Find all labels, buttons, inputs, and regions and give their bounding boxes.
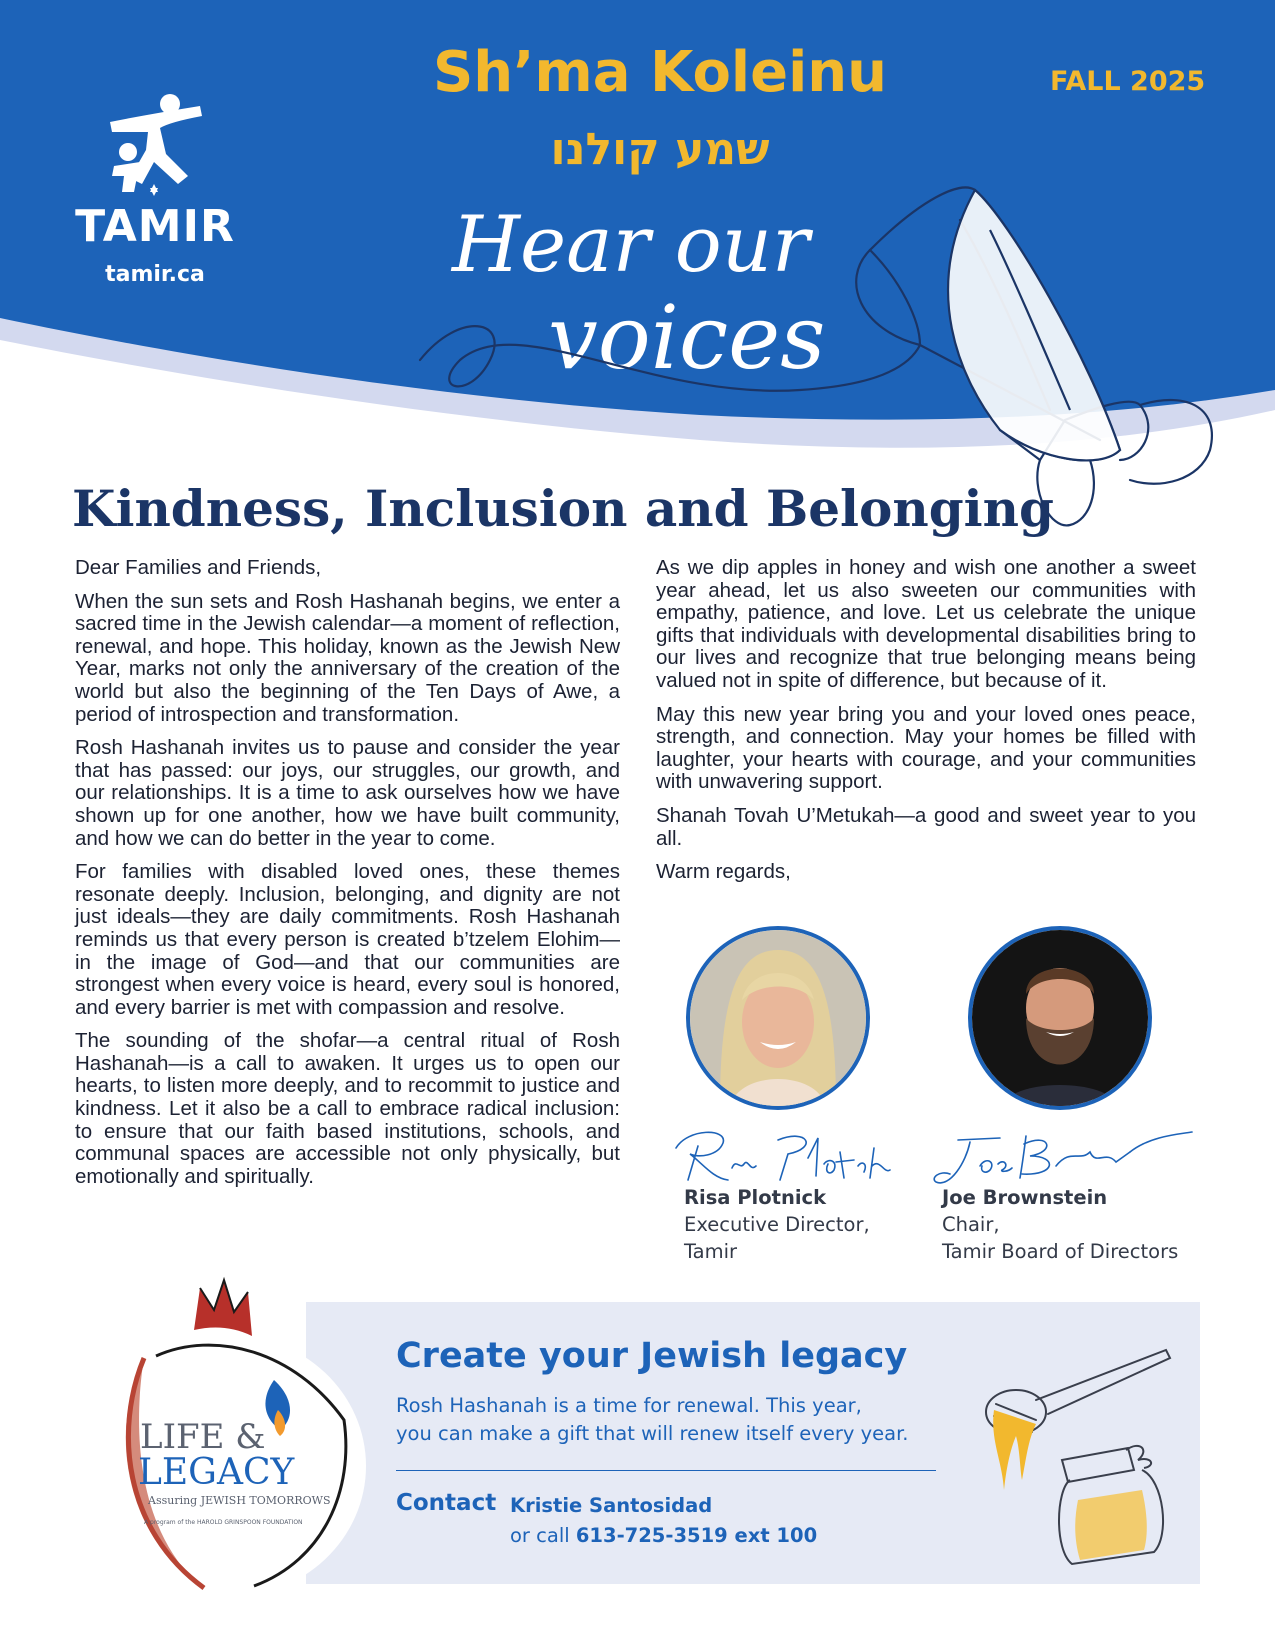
signatory-risa-plotnick	[684, 1184, 870, 1265]
website-link[interactable]: tamir.ca	[105, 262, 205, 287]
contact-phone	[510, 1524, 817, 1547]
article-headline: Kindness, Inclusion and Belonging	[72, 479, 1054, 538]
legacy-logo-credit: A program of the HAROLD GRINSPOON FOUNDATION	[144, 1519, 303, 1526]
signature-joe-brownstein	[930, 1122, 1195, 1192]
paragraph: The sounding of the shofar—a central ritual of Rosh Hashanah—is a call to awaken. It urges us to open our hearts, to listen more deeply, and to recommit to justice and kindness. Let it also be a call to embrace radical inclusion: to ensure that our faith based institutions, schools, and communal spaces are accessible not only physically, but emotionally and spiritually.	[75, 1029, 620, 1188]
legacy-cta-line: you can make a gift that will renew itself every year.	[396, 1422, 909, 1445]
signatory-title: Executive Director,	[684, 1213, 870, 1236]
contact-phone-number[interactable]: 613-725-3519 ext 100	[575, 1524, 818, 1547]
signatory-name: Risa Plotnick	[684, 1186, 827, 1209]
issue-season: FALL 2025	[1050, 66, 1206, 97]
paragraph: May this new year bring you and your loved ones peace, strength, and connection. May your homes be filled with laughter, your hearts with courage, and your communities with unwavering support.	[656, 702, 1196, 794]
signature-risa-plotnick	[668, 1118, 898, 1188]
salutation: Dear Families and Friends,	[75, 556, 322, 579]
tamir-logo[interactable]	[70, 92, 240, 287]
masthead-title: Sh’ma Koleinu	[432, 40, 888, 105]
legacy-logo-subtitle: Assuring JEWISH TOMORROWS	[148, 1494, 331, 1507]
article-right-column	[656, 557, 1196, 895]
legacy-logo-life: LIFE &	[140, 1417, 266, 1457]
legacy-cta-text	[396, 1392, 956, 1448]
tagline-line-1: Hear our	[452, 200, 810, 290]
paragraph: Rosh Hashanah invites us to pause and consider the year that has passed: our joys, our struggles, our growth, and our relationships. It is a time to ask ourselves how we have shown up for one another, how we have built community, and how we can do better in the year to come.	[75, 736, 620, 850]
paragraph: Shanah Tovah U’Metukah—a good and sweet year to you all.	[656, 803, 1196, 850]
contact-label: Contact	[396, 1490, 497, 1516]
divider	[396, 1470, 936, 1471]
tagline-line-2: voices	[548, 286, 826, 389]
paragraph: When the sun sets and Rosh Hashanah begins, we enter a sacred time in the Jewish calendar—a moment of reflection, renewal, and hope. This holiday, known as the Jewish New Year, marks not only the anniversary of the creation of the world but also the beginning of the Ten Days of Awe, a period of introspection and transformation.	[75, 589, 620, 726]
life-and-legacy-logo[interactable]	[74, 1270, 374, 1600]
closing: Warm regards,	[656, 860, 791, 884]
signatory-name: Joe Brownstein	[942, 1186, 1108, 1209]
honey-jar-icon	[976, 1340, 1176, 1570]
legacy-logo-legacy: LEGACY	[138, 1452, 295, 1493]
paragraph: As we dip apples in honey and wish one another a sweet year ahead, let us also sweeten our communities with empathy, patience, and love. Let us celebrate the unique gifts that individuals with developmental disabilities bring to our lives and recognize that true belonging means being valued not in spite of difference, but because of it.	[656, 556, 1196, 692]
signatory-organization: Tamir Board of Directors	[942, 1240, 1179, 1263]
signatory-title: Chair,	[942, 1213, 1000, 1236]
legacy-cta-line: Rosh Hashanah is a time for renewal. This year,	[396, 1394, 862, 1417]
tamir-wordmark: TAMIR	[75, 201, 235, 252]
tamir-figures-icon	[90, 92, 220, 202]
signatory-organization: Tamir	[684, 1240, 738, 1263]
contact-name: Kristie Santosidad	[510, 1494, 713, 1517]
paragraph: For families with disabled loved ones, these themes resonate deeply. Inclusion, belonging, and dignity are not just ideals—they are daily commitments. Rosh Hashanah reminds us that every person is created b’tzelem Elohim—in the image of God—and that our communities are strongest when every voice is heard, every soul is honored, and every barrier is met with compassion and resolve.	[75, 860, 620, 1019]
avatar-risa-plotnick	[686, 926, 870, 1110]
article-left-column	[75, 557, 620, 1199]
legacy-cta-title: Create your Jewish legacy	[396, 1336, 908, 1376]
avatar-joe-brownstein	[968, 926, 1152, 1110]
masthead-hebrew: שמע קולנו	[550, 124, 770, 175]
signatory-joe-brownstein	[942, 1184, 1178, 1265]
contact-phone-prefix: or call	[510, 1524, 570, 1547]
